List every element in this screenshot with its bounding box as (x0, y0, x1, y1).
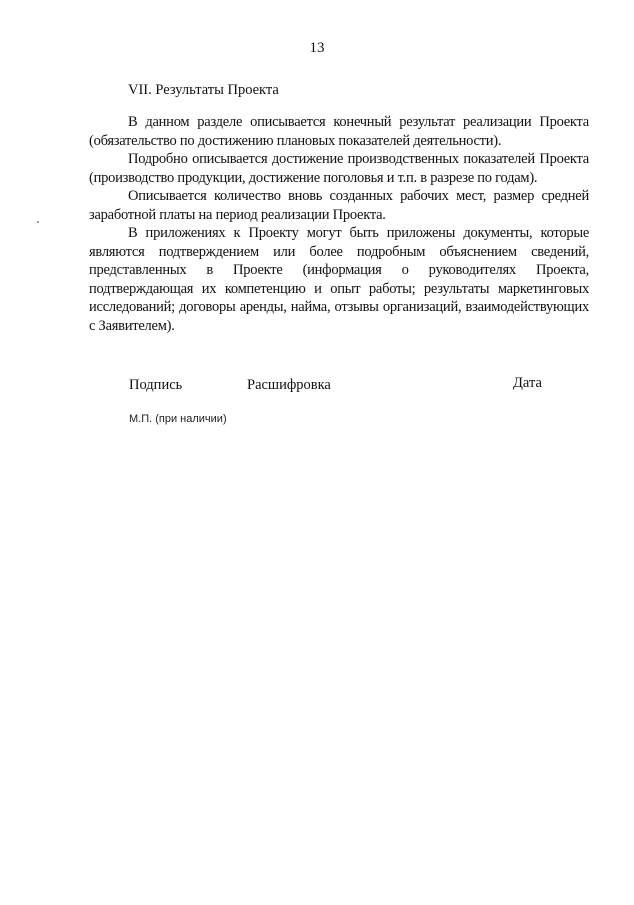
paragraph-results: В данном разделе описывается конечный результат реализации Проекта (обязательство по достижению плановых показателей деятельности). (89, 114, 589, 149)
section-body (89, 113, 589, 335)
section-title: VII. Результаты Проекта (128, 82, 279, 98)
scan-speck (37, 221, 39, 223)
date-label: Дата (513, 375, 542, 391)
signature-label: Подпись (129, 377, 183, 393)
paragraph-appendices: В приложениях к Проекту могут быть приложены документы, которые являются подтверждением или более подробным объяснением сведений, представленных в Проекте (информация о руководителях Проекта, подтверждающая их компетенцию и опыт работы; результаты маркетинговых исследований; договоры аренды, найма, отзывы организаций, взаимодействующих с Заявителем). (89, 225, 589, 334)
paragraph-production: Подробно описывается достижение производственных показателей Проекта (производство продукции, достижение поголовья и т.п. в разрезе по годам). (89, 151, 589, 186)
stamp-note: М.П. (при наличии) (129, 413, 227, 425)
paragraph-jobs: Описывается количество вновь созданных рабочих мест, размер средней заработной платы на период реализации Проекта. (89, 188, 589, 223)
page-number: 13 (309, 40, 325, 56)
signature-decoding-label: Расшифровка (247, 377, 331, 393)
